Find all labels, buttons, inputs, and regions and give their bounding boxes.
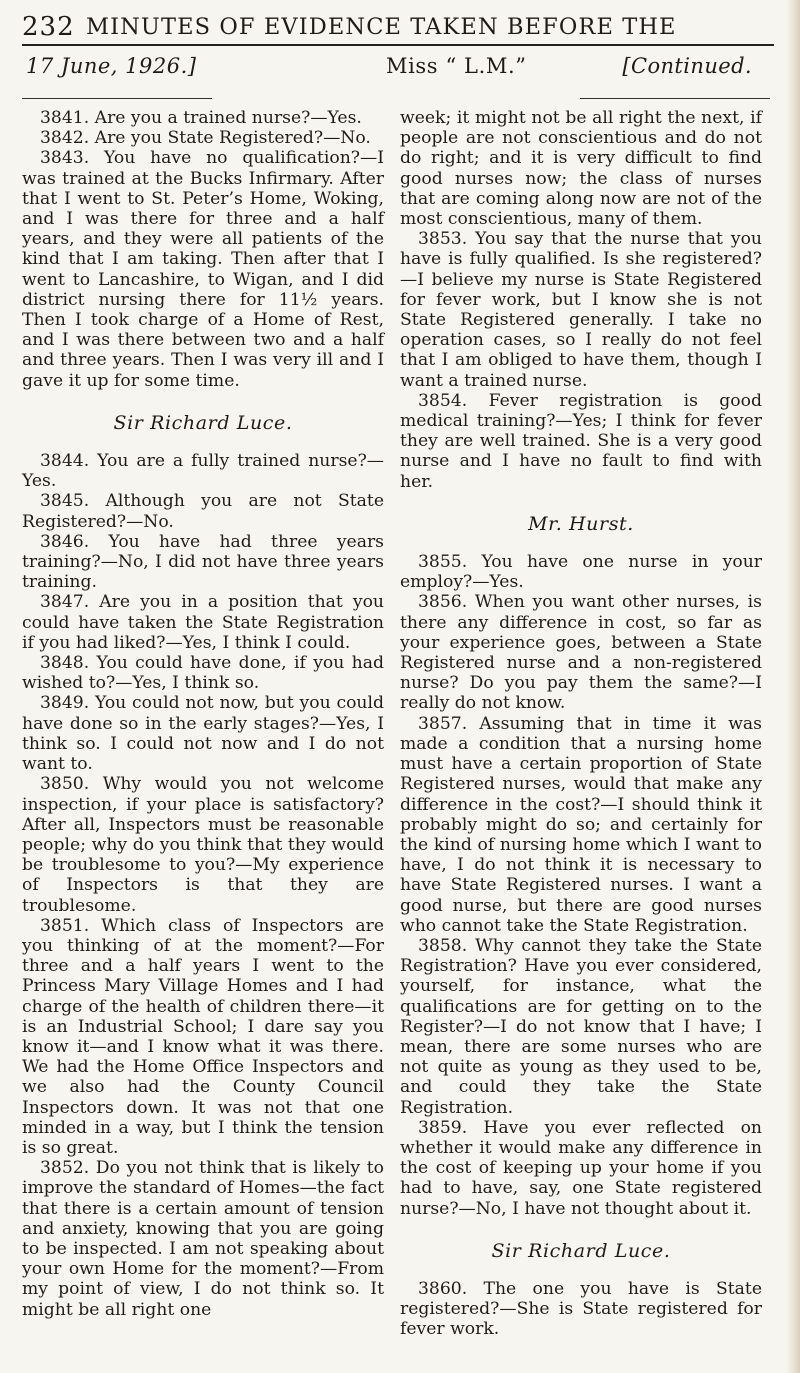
question-3849: 3849. You could not now, but you could have done so in the early stages?—Yes, I think so. I could not now and I do not want to. [22,693,384,775]
question-3856: 3856. When you want other nurses, is there any difference in cost, so far as your experience goes, between a State Registered nurse and a non-registered nurse? Do you pay them the same?—I really do not know. [400,592,762,714]
question-3844: 3844. You are a fully trained nurse?—Yes. [22,451,384,492]
speaker-heading: Sir Richard Luce. [491,1239,671,1262]
question-3848: 3848. You could have done, if you had wished to?—Yes, I think so. [22,653,384,694]
left-column [22,108,384,1320]
question-3842: 3842. Are you State Registered?—No. [40,128,371,149]
question-3852: 3852. Do you not think that is likely to improve the standard of Homes—the fact that there is a certain amount of tension and anxiety, knowing that you are going to be inspected. I am not speaking about your own Home for the moment?—From my point of view, I do not think so. It might be all right one [22,1158,384,1320]
session-date: 17 June, 1926.] [26,54,197,78]
running-title: MINUTES OF EVIDENCE TAKEN BEFORE THE [86,14,677,40]
right-column [400,108,762,1340]
question-3857: 3857. Assuming that in time it was made a condition that a nursing home must have a certain proportion of State Registered nurses, would that make any difference in the cost?—I should think it probably might do so; and certainly for the kind of nursing home which I want to have, I do not think it is necessary to have State Registered nurses. I want a good nurse, but there are good nurses who cannot take the State Registration. [400,713,762,936]
question-3843: 3843. You have no qualification?—I was trained at the Bucks Infirmary. After that I went to St. Peter’s Home, Woking, and I was there for three and a half years, and they were all patients of the kind that I am taking. Then after that I went to Lancashire, to Wigan, and I did district nursing there for 11½ years. Then I took charge of a Home of Rest, and I was there between two and a half and three years. Then I was very ill and I gave it up for some time. [22,148,384,391]
page-number: 232 [22,12,75,42]
page-header [22,12,770,52]
question-3846: 3846. You have had three years training?—No, I did not have three years training. [22,531,384,593]
question-3859: 3859. Have you ever reflected on whether it would make any difference in the cost of keeping up your home if you had to have, say, one State registered nurse?—No, I have not thought about it. [400,1117,762,1219]
speaker-heading: Sir Richard Luce. [113,411,293,434]
question-3841: 3841. Are you a trained nurse?—Yes. [40,108,362,128]
question-3858: 3858. Why cannot they take the State Registration? Have you ever considered, yourself, for instance, what the qualifications are for getting on to the Register?—I do not know that I have; I mean, there are some nurses who are not quite as young as they used to be, and could they take the State Registration. [400,935,762,1118]
question-3847: 3847. Are you in a position that you could have taken the State Registration if you had liked?—Yes, I think I could. [22,592,384,653]
question-3853: 3853. You say that the nurse that you have is fully qualified. Is she registered?—I believe my nurse is State Registered for fever work, but I know she is not State Registered generally. I take no operation cases, so I really do not feel that I am obliged to have them, though I want a trained nurse. [400,229,762,391]
session-info [22,54,774,88]
answer-continuation: week; it might not be all right the next, if people are not conscientious and do not do right; and it is very difficult to find good nurses now; the class of nurses that are coming along now are not of the most conscientious, many of them. [400,108,762,230]
question-3854: 3854. Fever registration is good medical training?—Yes; I think for fever they are well trained. She is a very good nurse and I have no fault to find with her. [400,390,762,492]
question-3860: 3860. The one you have is State registered?—She is State registered for fever work. [400,1278,762,1340]
speaker-heading: Mr. Hurst. [528,512,634,535]
page-edge-shadow [786,0,800,1373]
witness-name: Miss “ L.M.” [386,54,527,78]
continued-label: [Continued. [622,54,752,78]
right-rule [580,98,770,99]
question-3855: 3855. You have one nurse in your employ?—Yes. [400,552,762,593]
question-3845: 3845. Although you are not State Registered?—No. [22,491,384,532]
question-3851: 3851. Which class of Inspectors are you thinking of at the moment?—For three and a half years I went to the Princess Mary Village Homes and I had charge of the health of children there—it is an Industrial School; I dare say you know it—and I know what it was there. We had the Home Office Inspectors and we also had the County Council Inspectors down. It was not that one minded in a way, but I think the tension is so great. [22,915,384,1158]
question-3850: 3850. Why would you not welcome inspection, if your place is satisfactory? After all, Inspectors must be reasonable people; why do you think that they would be troublesome to you?—My experience of Inspectors is that they are troublesome. [22,774,384,916]
header-rule [22,44,774,46]
left-rule [22,98,212,99]
